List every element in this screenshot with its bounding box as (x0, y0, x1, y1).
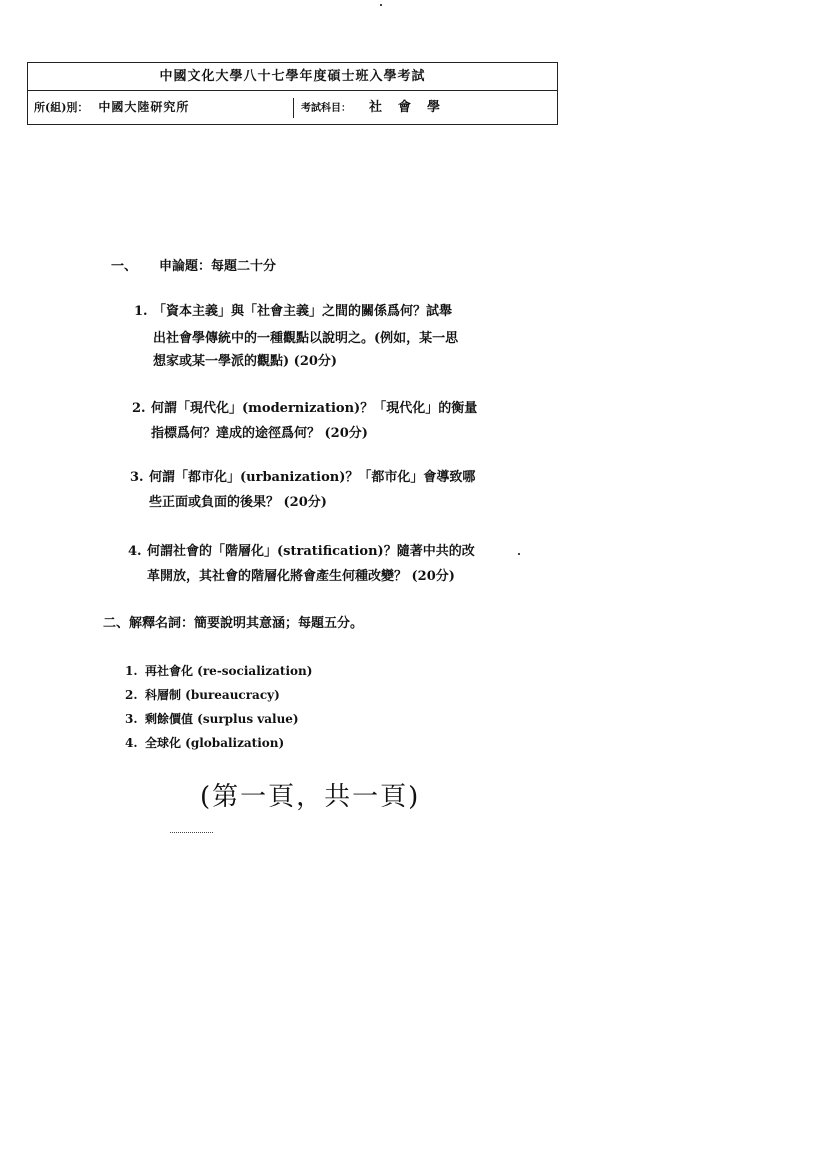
scan-speck (518, 553, 520, 555)
term-text: 全球化 (globalization) (145, 736, 285, 750)
scan-speck (380, 4, 382, 6)
question-line: 些正面或負面的後果？ (20分) (149, 495, 327, 510)
section-1-title: 申論題：每題二十分 (159, 259, 277, 274)
term-item (125, 710, 299, 727)
department-cell (34, 91, 189, 124)
header-divider (293, 98, 294, 118)
question-line: 革開放，其社會的階層化將會產生何種改變？ (20分) (147, 569, 455, 584)
term-item (125, 686, 280, 703)
question-line: 何謂社會的「階層化」(stratification)？隨著中共的改 (147, 544, 475, 559)
department-value: 中國大陸研究所 (98, 100, 190, 114)
exam-title: 中國文化大學八十七學年度碩士班入學考試 (28, 63, 557, 91)
term-number: 3. (125, 712, 138, 726)
subject-value: 社會學 (369, 100, 457, 115)
term-item (125, 734, 284, 751)
subject-label: 考試科目： (301, 103, 351, 114)
question-line: 「資本主義」與「社會主義」之間的關係爲何？試舉 (153, 304, 453, 319)
term-text: 再社會化 (re-socialization) (145, 664, 313, 678)
question-line: 想家或某一學派的觀點) (20分) (153, 354, 338, 369)
exam-header-table (27, 62, 558, 125)
section-2-heading: 二、解釋名詞：簡要說明其意涵；每題五分。 (103, 616, 364, 631)
term-number: 1. (125, 664, 138, 678)
question-number: 3. (130, 470, 144, 485)
question-line: 出社會學傳統中的一種觀點以說明之。(例如，某一思 (153, 331, 459, 346)
section-1-heading (111, 255, 276, 274)
question-number: 2. (132, 401, 146, 416)
term-text: 科層制 (bureaucracy) (145, 688, 280, 702)
section-1-number: 一、 (111, 259, 138, 274)
subject-cell (301, 91, 456, 124)
exam-info-row (28, 91, 557, 124)
question-line: 何謂「都市化」(urbanization)？「都市化」會導致哪 (149, 470, 476, 485)
question-line: 何謂「現代化」(modernization)？「現代化」的衡量 (151, 401, 478, 416)
page-footer: (第一頁，共一頁) (200, 782, 421, 812)
scan-dash-mark (170, 832, 213, 833)
department-label: 所(組)別： (34, 101, 89, 114)
question-number: 4. (128, 544, 142, 559)
term-item (125, 662, 312, 679)
question-line: 指標爲何？達成的途徑爲何？ (20分) (151, 426, 368, 441)
term-text: 剩餘價值 (surplus value) (145, 712, 299, 726)
term-number: 2. (125, 688, 138, 702)
question-number: 1. (134, 304, 148, 319)
term-number: 4. (125, 736, 138, 750)
